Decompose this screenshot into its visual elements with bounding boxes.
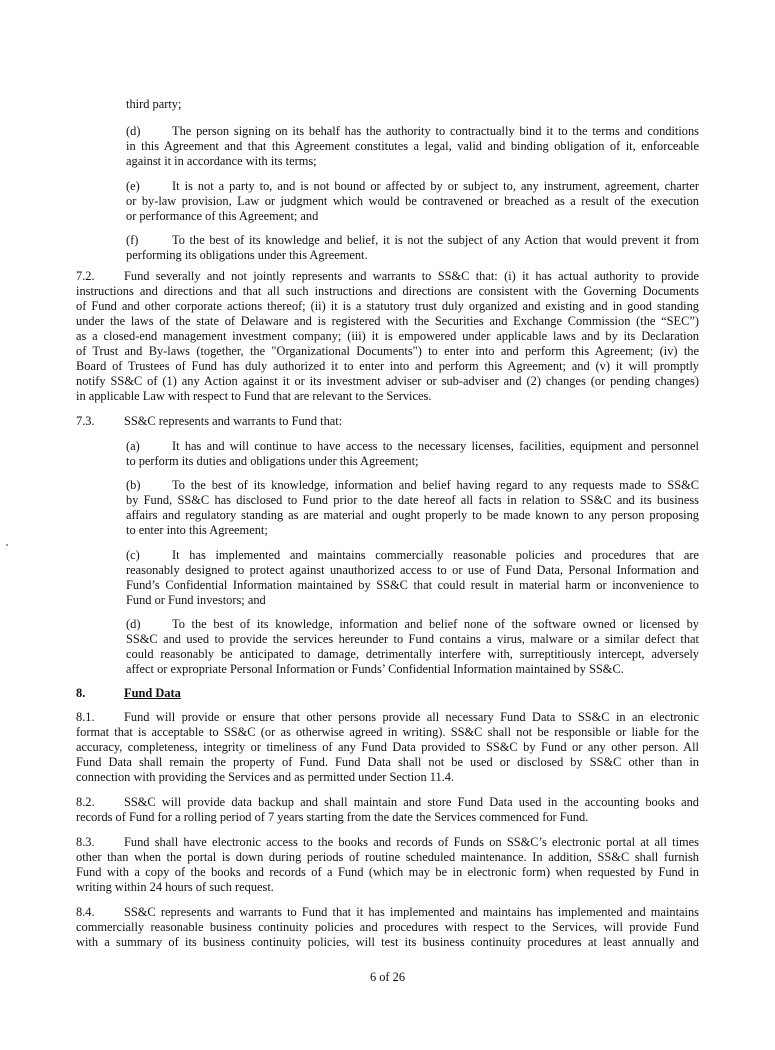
clause-line: The person signing on its behalf has the authority to contractually bind it to the terms and conditions <box>172 124 699 138</box>
intro-text: third party; <box>126 97 182 111</box>
clause-line: or performance of this Agreement; and <box>126 209 319 223</box>
section-number: 8.4. <box>76 905 95 919</box>
clause-label: (a) <box>126 439 140 453</box>
section-line: commercially reasonable business continuity policies and procedures with respect to the Services, will provide Fund <box>76 920 699 934</box>
section-line: Fund Data shall remain the property of Fund. Fund Data shall not be used or disclosed by SS&C other than in <box>76 755 699 769</box>
clause-line: affect or expropriate Personal Information or Funds’ Confidential Information maintained by SS&C. <box>126 662 624 676</box>
clause-line: To the best of its knowledge and belief, it is not the subject of any Action that would prevent it from <box>172 233 699 247</box>
section-title: Fund Data <box>124 686 181 700</box>
clause-line: It is not a party to, and is not bound or affected by or subject to, any instrument, agreement, charter <box>172 179 699 193</box>
section-line: of Fund and other corporate actions thereof; (ii) it is a statutory trust duly organized and existing and in good standing <box>76 299 699 313</box>
section-number: 8.2. <box>76 795 95 809</box>
clause-line: It has implemented and maintains commercially reasonable policies and procedures that are <box>172 548 699 562</box>
clause-line: Fund or Fund investors; and <box>126 593 266 607</box>
clause-label: (e) <box>126 179 140 193</box>
section-line: under the laws of the state of Delaware and is registered with the Securities and Exchange Commission (the “SEC”) <box>76 314 699 328</box>
clause-line: to enter into this Agreement; <box>126 523 268 537</box>
section-line: in applicable Law with respect to Fund that are relevant to the Services. <box>76 389 432 403</box>
section-line: instructions and directions and that all such instructions and directions are consistent with the Governing Documents <box>76 284 699 298</box>
clause-line: reasonably designed to protect against unauthorized access to or use of Fund Data, Personal Information and <box>126 563 699 577</box>
section-line: SS&C represents and warrants to Fund that: <box>124 414 343 428</box>
section-number: 8.1. <box>76 710 95 724</box>
clause-line: or by-law provision, Law or judgment which would be contravened or breached as a result of the execution <box>126 194 699 208</box>
section-line: Fund with a copy of the books and records of a Fund (which may be in electronic form) when requested by Fund in <box>76 865 699 879</box>
section-number: 8.3. <box>76 835 95 849</box>
clause-line: against it in accordance with its terms; <box>126 154 317 168</box>
clause-line: to perform its duties and obligations under this Agreement; <box>126 454 419 468</box>
section-line: of Trust and By-laws (together, the "Organizational Documents") to enter into and perform this Agreement; (iv) the <box>76 344 699 358</box>
section-number: 7.2. <box>76 269 95 283</box>
clause-line: performing its obligations under this Agreement. <box>126 248 368 262</box>
section-line: as a closed-end management investment company; (iii) it is empowered under applicable laws and by its Declaration <box>76 329 699 343</box>
clause-line: To the best of its knowledge, information and belief having regard to any requests made to SS&C <box>172 478 699 492</box>
clause-line: It has and will continue to have access to the necessary licenses, facilities, equipment and personnel <box>172 439 699 453</box>
section-line: notify SS&C of (1) any Action against it or its investment adviser or sub-adviser and (2) changes (or pending changes) <box>76 374 699 388</box>
section-line: Fund severally and not jointly represents and warrants to SS&C that: (i) it has actual authority to provide <box>124 269 699 283</box>
section-line: SS&C represents and warrants to Fund that it has implemented and maintains has implemented and maintains <box>124 905 699 919</box>
section-number: 8. <box>76 686 86 700</box>
clause-line: could reasonably be anticipated to damage, detrimentally interfere with, surreptitiously intercept, adversely <box>126 647 699 661</box>
section-number: 7.3. <box>76 414 95 428</box>
section-line: with a summary of its business continuity policies, will test its business continuity procedures at least annually and <box>76 935 699 949</box>
clause-line: To the best of its knowledge, information and belief none of the software owned or licensed by <box>172 617 699 631</box>
clause-label: (b) <box>126 478 141 492</box>
section-line: Fund will provide or ensure that other persons provide all necessary Fund Data to SS&C in an electronic <box>124 710 699 724</box>
clause-label: (c) <box>126 548 140 562</box>
section-line: Fund shall have electronic access to the books and records of Funds on SS&C’s electronic portal at all times <box>124 835 699 849</box>
section-line: other than when the portal is down during periods of routine scheduled maintenance. In addition, SS&C shall furnish <box>76 850 699 864</box>
section-line: connection with providing the Services and as permitted under Section 11.4. <box>76 770 455 784</box>
clause-line: affairs and regulatory standing as are material and ought properly to be made known to any person proposing <box>126 508 699 522</box>
clause-label: (d) <box>126 124 141 138</box>
section-line: accuracy, completeness, integrity or timeliness of any Fund Data provided to SS&C by Fund or any other person. All <box>76 740 699 754</box>
clause-label: (f) <box>126 233 139 247</box>
page-number: 6 of 26 <box>369 970 406 984</box>
section-line: format that is acceptable to SS&C (or as otherwise agreed in writing). SS&C shall not be responsible or liable for the <box>76 725 699 739</box>
section-line: writing within 24 hours of such request. <box>76 880 274 894</box>
clause-label: (d) <box>126 617 141 631</box>
section-line: SS&C will provide data backup and shall maintain and store Fund Data used in the accounting books and <box>124 795 699 809</box>
clause-line: in this Agreement and that this Agreement constitutes a legal, valid and binding obligation of it, enforceable <box>126 139 699 153</box>
clause-line: SS&C and used to provide the services hereunder to Fund contains a virus, malware or a similar defect that <box>126 632 699 646</box>
clause-line: Fund’s Confidential Information maintained by SS&C that could result in material harm or inconvenience to <box>126 578 699 592</box>
scan-speck <box>6 544 8 546</box>
section-line: Board of Trustees of Fund has duly authorized it to enter into and perform this Agreement; and (v) it will promptly <box>76 359 699 373</box>
clause-line: by Fund, SS&C has disclosed to Fund prior to the date hereof all facts in relation to SS&C and its business <box>126 493 699 507</box>
section-line: records of Fund for a rolling period of 7 years starting from the date the Services commenced for Fund. <box>76 810 589 824</box>
